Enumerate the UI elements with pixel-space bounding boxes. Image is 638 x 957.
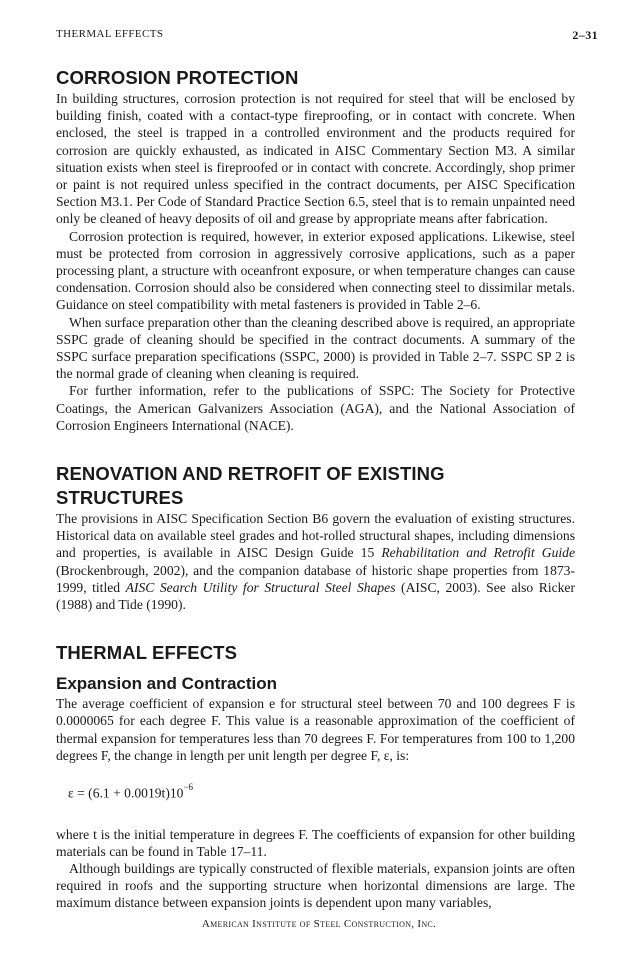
corrosion-paragraph-3: When surface preparation other than the cleaning described above is required, an appropriate SSPC grade of cleaning should be specified in the contract documents. A summary of the SSPC surface preparation specifications (SSPC, 2000) is provided in Table 2–7. SSPC SP 2 is the normal grade of cleaning when cleaning is required. (56, 314, 575, 382)
page-content (56, 66, 575, 912)
heading-renovation-retrofit: RENOVATION AND RETROFIT OF EXISTING STRUCTURES (56, 463, 445, 509)
renovation-paragraph: The provisions in AISC Specification Section B6 govern the evaluation of existing structures. Historical data on available steel grades and hot-rolled structural shapes, including dimensions and properties, is available in AISC Design Guide 15 Rehabilitation and Retrofit Guide (Brockenbrough, 2002), and the companion database of historic shape properties from 1873-1999, titled AISC Search Utility for Structural Steel Shapes (AISC, 2003). See also Ricker (1988) and Tide (1990). (56, 511, 575, 613)
page-footer: American Institute of Steel Construction, Inc. (201, 918, 437, 930)
search-utility-title: AISC Search Utility for Structural Steel Shapes (125, 579, 396, 595)
corrosion-paragraph-4: For further information, refer to the publications of SSPC: The Society for Protective Coatings, the American Galvanizers Association (AGA), and the National Association of Corrosion Engineers International (NACE). (56, 383, 575, 433)
corrosion-paragraph-2: Corrosion protection is required, however, in exterior exposed applications. Likewise, steel must be protected from corrosion in aggressively corrosive applications, such as a paper processing plant, a structure with oceanfront exposure, or when temperature changes can cause condensation. Corrosion should also be considered when connecting steel to dissimilar metals. Guidance on steel compatibility with metal fasteners is provided in Table 2–6. (56, 228, 575, 313)
thermal-paragraph-1: The average coefficient of expansion e for structural steel between 70 and 100 degrees F is 0.0000065 for each degree F. This value is a reasonable approximation of the coefficient of thermal expansion for temperatures less than 70 degrees F. For temperatures from 100 to 1,200 degrees F, the change in length per unit length per degree F, ε, is: (56, 696, 575, 763)
design-guide-title: Rehabilitation and Retrofit Guide (381, 545, 575, 561)
corrosion-paragraph-1: In building structures, corrosion protection is not required for steel that will be enclosed by building finish, coated with a contact-type fireproofing, or in contact with concrete. When enclosed, the steel is trapped in a controlled environment and the products required for corrosion are quickly exhausted, as indicated in AISC Commentary Section M3. A similar situation exists when steel is fireproofed or in contact with concrete. Accordingly, shop primer or paint is not required unless specified in the contract documents, per AISC Specification Section M3.1. Per Code of Standard Practice Section 6.5, steel that is to remain unpainted need only be cleaned of heavy deposits of oil and grease by appropriate means after fabrication. (56, 91, 575, 227)
heading-thermal-effects: THERMAL EFFECTS (56, 642, 238, 664)
thermal-paragraph-2: where t is the initial temperature in degrees F. The coefficients of expansion for other building materials can be found in Table 17–11. (56, 826, 575, 859)
page-number: 2–31 (572, 28, 598, 42)
subheading-expansion-contraction: Expansion and Contraction (56, 674, 278, 694)
header-section-title: THERMAL EFFECTS (56, 28, 164, 40)
thermal-paragraph-3: Although buildings are typically constructed of flexible materials, expansion joints are often required in roofs and the supporting structure when horizontal dimensions are large. The maximum distance between expansion joints is dependent upon many variables, (56, 861, 575, 911)
heading-corrosion-protection: CORROSION PROTECTION (56, 67, 299, 88)
thermal-expansion-formula: $\varepsilon = (6.1 + 0.0019t)10^{-6}$ (68, 782, 194, 801)
